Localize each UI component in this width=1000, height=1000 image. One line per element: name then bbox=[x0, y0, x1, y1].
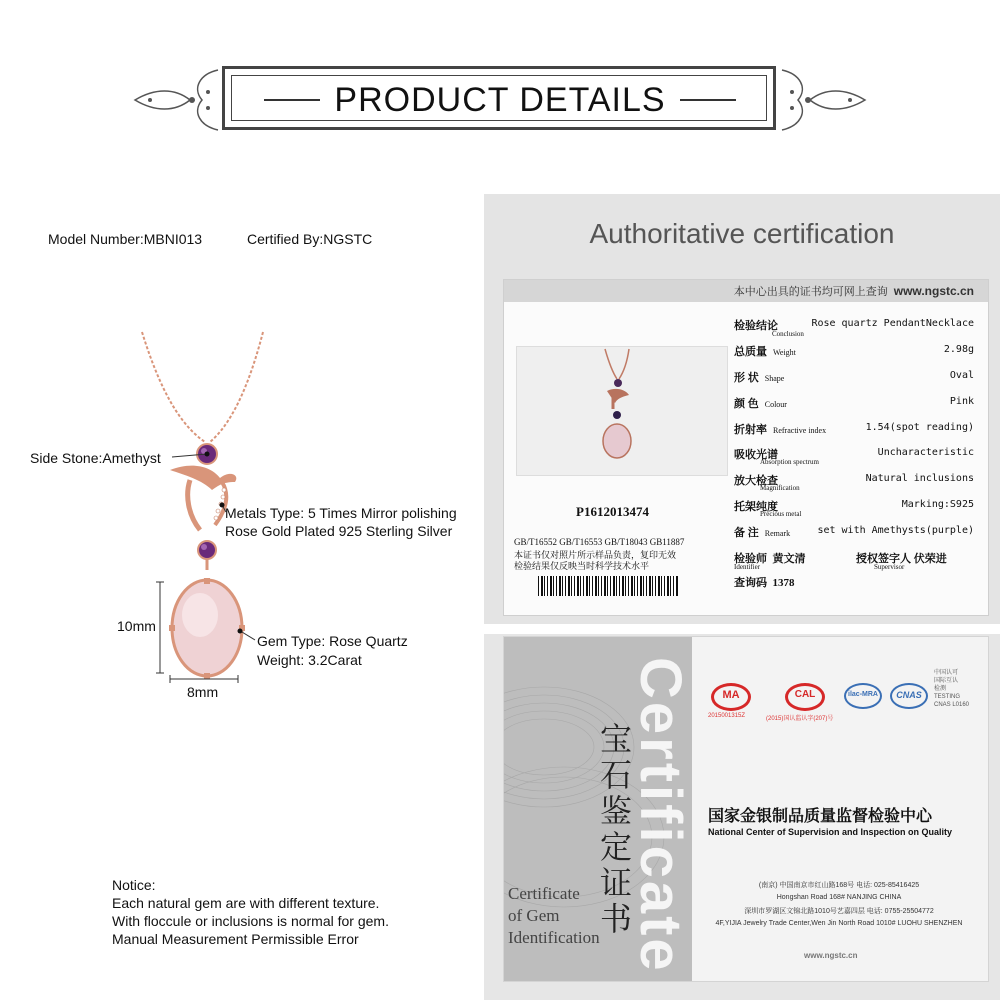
supervisor-sub: Supervisor bbox=[874, 563, 905, 571]
certificate-card-header bbox=[504, 280, 988, 302]
row-shape-label: 形 状 Shape bbox=[734, 372, 785, 384]
row-weight-label: 总质量 Weight bbox=[734, 346, 796, 358]
row-magnification-label: 放大检查 bbox=[734, 475, 778, 487]
certificate-watermark: Certificate bbox=[628, 657, 693, 974]
model-number: Model Number:MBNI013 bbox=[48, 231, 203, 247]
row-metal-label: 托架纯度 bbox=[734, 501, 778, 513]
inspection-center-en: National Center of Supervision and Inspection on Quality bbox=[708, 827, 953, 837]
row-remark-label: 备 注 Remark bbox=[734, 527, 791, 539]
metal-type-line2: Rose Gold Plated 925 Sterling Silver bbox=[225, 523, 453, 539]
row-colour-value: Pink bbox=[949, 396, 974, 407]
identifier-label: 检验师 黄文清 bbox=[734, 553, 806, 565]
ilac-mra-logo: ilac-MRA bbox=[844, 683, 882, 709]
certificate-cn-title: 宝石鉴定证书 bbox=[599, 720, 632, 938]
supervisor-label: 授权签字人 伏荣进 bbox=[856, 553, 947, 565]
ma-logo: MA bbox=[711, 683, 751, 711]
notice-line: Each natural gem are with different texture. bbox=[112, 895, 380, 911]
row-conclusion-sub: Conclusion bbox=[772, 330, 804, 338]
row-magnification-sub: Magnification bbox=[760, 484, 800, 492]
page-title: PRODUCT DETAILS bbox=[334, 80, 666, 119]
certificate-photo bbox=[516, 346, 728, 476]
row-weight-value: 2.98g bbox=[943, 344, 974, 355]
certificate-cover bbox=[503, 636, 989, 982]
inspection-center-cn: 国家金银制品质量监督检验中心 bbox=[708, 806, 933, 825]
row-shape-value: Oval bbox=[949, 370, 974, 381]
cnas-caption: 中国认可 国际互认 检测 TESTING CNAS L0160 bbox=[934, 670, 970, 708]
row-metal-sub: Precious metal bbox=[760, 510, 802, 518]
row-absorption-label: 吸收光谱 bbox=[734, 449, 778, 461]
certified-by: Certified By:NGSTC bbox=[247, 231, 373, 247]
row-colour-label: 颜 色 Colour bbox=[734, 398, 787, 410]
row-conclusion-label: 检验结论 bbox=[734, 320, 778, 332]
gem-type-label: Gem Type: Rose Quartz bbox=[257, 633, 408, 649]
row-refractive-label: 折射率 Refractive index bbox=[734, 424, 827, 436]
address-line-1: (南京) 中国南京市红山路168号 电话: 025-85416425 bbox=[758, 882, 920, 889]
ma-logo-label: 2015001315Z bbox=[708, 713, 746, 719]
notice-block bbox=[112, 876, 389, 948]
address-line-3: 深圳市罗湖区文锦北路1010号艺嘉四层 电话: 0755-25504772 bbox=[744, 908, 934, 915]
certificate-card bbox=[503, 279, 989, 616]
width-dimension: 8mm bbox=[187, 684, 219, 700]
metal-type-line1: Metals Type: 5 Times Mirror polishing bbox=[225, 505, 457, 521]
identifier-sub: Identifier bbox=[734, 563, 761, 571]
row-refractive-value: 1.54(spot reading) bbox=[865, 422, 974, 433]
notice-title: Notice: bbox=[112, 877, 156, 893]
address-line-4: 4F,YIJIA Jewelry Trade Center,Wen Jin North Road 1010# LUOHU SHENZHEN bbox=[715, 920, 963, 927]
row-absorption-sub: Absorption spectrum bbox=[760, 458, 819, 466]
notice-line: Manual Measurement Permissible Error bbox=[112, 931, 359, 947]
row-remark-value: set with Amethysts(purple) bbox=[817, 525, 974, 536]
cal-logo-label: (2015)国认监认字(207)号 bbox=[766, 716, 834, 722]
header-note: 本中心出具的证书均可网上查询 bbox=[733, 286, 888, 298]
row-absorption-value: Uncharacteristic bbox=[877, 447, 974, 458]
row-metal-value: Marking:S925 bbox=[901, 499, 974, 510]
disclaimer-line-2: 检验结果仅反映当时科学技术水平 bbox=[514, 561, 650, 571]
photo-id: P1612013474 bbox=[576, 504, 649, 519]
certificate-en-title: Certificate of Gem Identification bbox=[508, 884, 600, 947]
side-stone-label: Side Stone:Amethyst bbox=[30, 450, 161, 466]
standards-text: GB/T16552 GB/T16553 GB/T18043 GB11887 bbox=[514, 537, 685, 547]
barcode bbox=[538, 576, 678, 596]
notice-line: With floccule or inclusions is normal for gem. bbox=[112, 913, 389, 929]
height-dimension: 10mm bbox=[117, 618, 156, 634]
row-magnification-value: Natural inclusions bbox=[865, 473, 974, 484]
row-conclusion-value: Rose quartz PendantNecklace bbox=[811, 318, 974, 329]
query-code-label: 查询码 1378 bbox=[734, 577, 795, 589]
title-dash-right bbox=[680, 99, 736, 101]
website-text: www.ngstc.cn bbox=[893, 284, 974, 298]
annotation-lines bbox=[0, 0, 484, 720]
cal-logo: CAL bbox=[785, 683, 825, 711]
certification-heading: Authoritative certification bbox=[589, 218, 895, 249]
disclaimer-line-1: 本证书仅对照片所示样品负责，复印无效 bbox=[514, 550, 677, 560]
cnas-logo: CNAS bbox=[890, 683, 928, 709]
address-line-2: Hongshan Road 168# NANJING CHINA bbox=[776, 894, 902, 901]
footer-website: www.ngstc.cn bbox=[804, 951, 858, 960]
weight-label: Weight: 3.2Carat bbox=[257, 652, 362, 668]
